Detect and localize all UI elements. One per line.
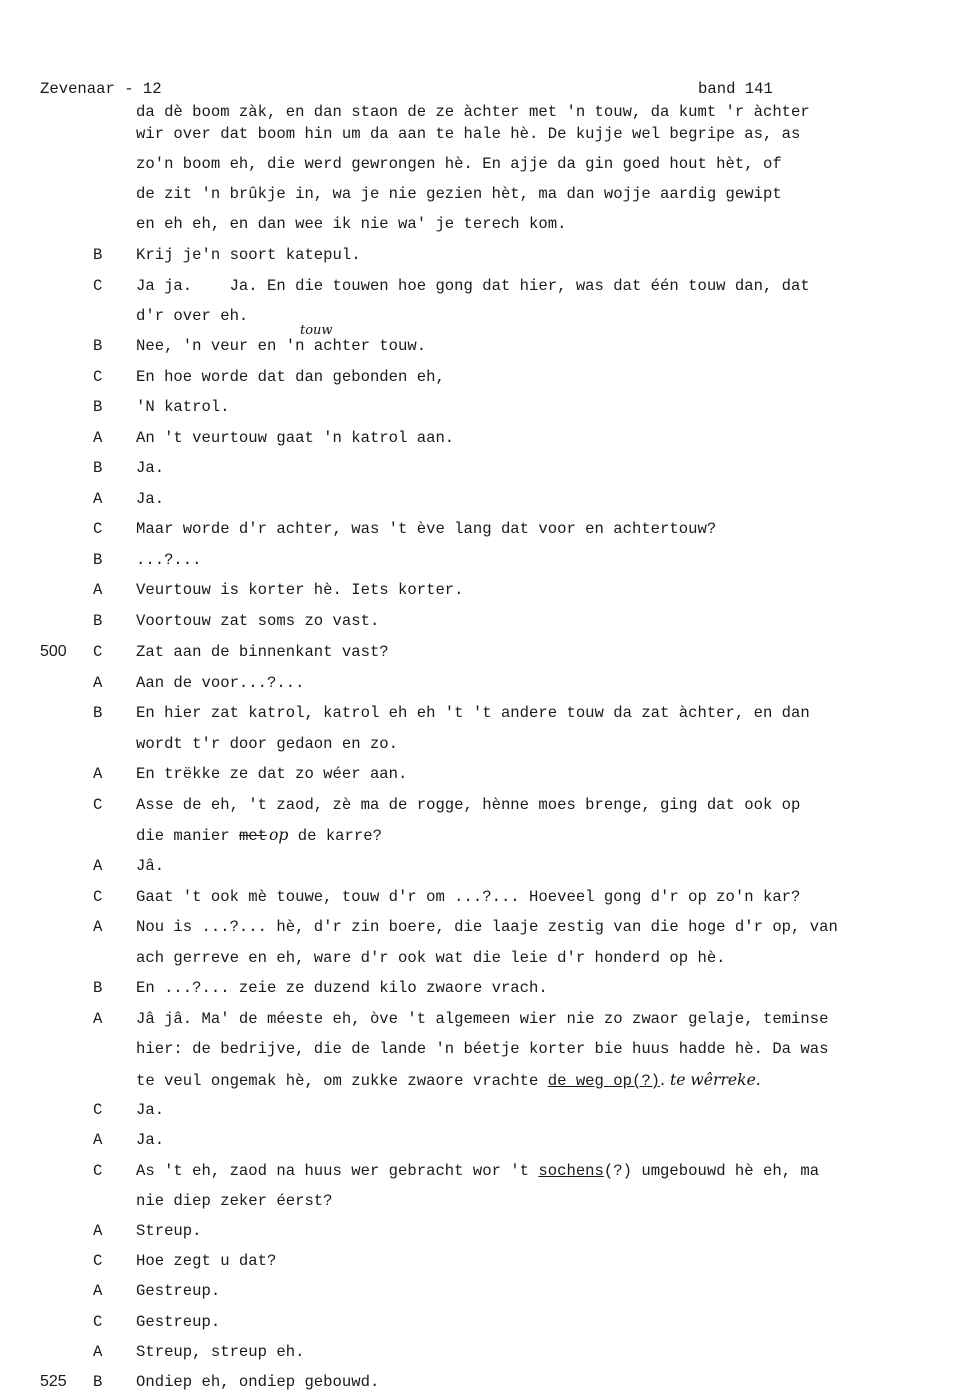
speaker-label: C [93,368,103,386]
utterance-text: Nou is ...?... hè, d'r zin boere, die laaje zestig van die hoge d'r op, van [136,918,838,936]
utterance-text: en eh eh, en dan wee ik nie wa' je terech kom. [136,215,567,233]
transcript-line [0,611,966,631]
speaker-label: B [93,337,103,355]
utterance-text: As 't eh, zaod na huus wer gebracht wor 't sochens(?) umgebouwd hè eh, ma [136,1162,820,1180]
utterance-text: En hoe worde dat dan gebonden eh, [136,368,445,386]
speaker-label: A [93,918,103,936]
transcript-line [0,1039,966,1059]
speaker-label: A [93,429,103,447]
transcript-line [0,1009,966,1029]
utterance-text: Ja. [136,459,165,477]
transcript-line [0,1100,966,1120]
struck-text: de weg op(?) [547,1072,661,1090]
transcript-line [0,184,966,204]
utterance-text: ...?... [136,551,202,569]
speaker-label: C [93,796,103,814]
handwritten-insertion: touw [300,323,333,338]
speaker-label: A [93,581,103,599]
utterance-text: hier: de bedrijve, die de lande 'n béetje korter bie huus hadde hè. Da was [136,1040,829,1058]
header-tape-number: band 141 [698,80,773,98]
utterance-text: Gestreup. [136,1313,221,1331]
utterance-text: Zat aan de binnenkant vast? [136,643,389,661]
transcript-line [0,367,966,387]
transcript-line [0,1070,966,1090]
transcript-line [0,124,966,144]
utterance-text: Streup. [136,1222,202,1240]
utterance-text: Streup, streup eh. [136,1343,305,1361]
utterance-text: En hier zat katrol, katrol eh eh 't 't andere touw da zat àchter, en dan [136,704,810,722]
transcript-line [0,673,966,693]
utterance-text: de zit 'n brûkje in, wa je nie gezien hèt, ma dan wojje aardig gewipt [136,185,782,203]
transcript-line [0,734,966,754]
speaker-label: B [93,246,103,264]
speaker-label: A [93,1131,103,1149]
speaker-label: C [93,888,103,906]
speaker-label: B [93,704,103,722]
speaker-label: B [93,612,103,630]
utterance-text: Asse de eh, 't zaod, zè ma de rogge, hènne moes brenge, ging dat ook op [136,796,801,814]
utterance-text: Maar worde d'r achter, was 't ève lang dat voor en achtertouw? [136,520,717,538]
utterance-text: d'r over eh. [136,307,249,325]
speaker-label: C [93,1252,103,1270]
speaker-label: B [93,1373,103,1391]
utterance-text: Hoe zegt u dat? [136,1252,277,1270]
transcript-line [0,764,966,784]
transcript-line [0,580,966,600]
speaker-label: A [93,765,103,783]
transcript-line [0,519,966,539]
transcript-line [0,1130,966,1150]
speaker-label: C [93,1162,103,1180]
transcript-line [0,1161,966,1181]
utterance-text: Gaat 't ook mè touwe, touw d'r om ...?... Hoeveel gong d'r op zo'n kar? [136,888,801,906]
utterance-text: da dè boom zàk, en dan staon de ze àchter met 'n touw, da kumt 'r àchter [136,103,810,121]
transcript-line [0,214,966,234]
utterance-text: Ondiep eh, ondiep gebouwd. [136,1373,380,1391]
speaker-label: A [93,490,103,508]
speaker-label: A [93,1343,103,1361]
utterance-text: Veurtouw is korter hè. Iets korter. [136,581,464,599]
utterance-text: nie diep zeker éerst? [136,1192,333,1210]
transcript-line [0,276,966,296]
transcript-line [0,397,966,417]
transcript-line [0,948,966,968]
utterance-text: zo'n boom eh, die werd gewrongen hè. En ajje da gin goed hout hèt, of [136,155,782,173]
utterance-text: Ja. [136,1131,165,1149]
transcript-line [0,856,966,876]
transcript-line [0,102,966,122]
transcript-line [0,1342,966,1362]
speaker-label: B [93,398,103,416]
utterance-text: En ...?... zeie ze duzend kilo zwaore vrach. [136,979,548,997]
transcript-line [0,306,966,326]
utterance-text: Voortouw zat soms zo vast. [136,612,380,630]
header-location: Zevenaar - 12 [40,80,162,98]
utterance-text: Gestreup. [136,1282,221,1300]
handwritten-insertion: op [269,826,289,844]
transcript-line [0,1372,966,1392]
speaker-label: B [93,551,103,569]
speaker-label: C [93,1101,103,1119]
utterance-text: ach gerreve en eh, ware d'r ook wat die leie d'r honderd op hè. [136,949,726,967]
utterance-text: die manier met op de karre? [136,826,382,845]
transcript-line [0,1281,966,1301]
transcript-line [0,428,966,448]
utterance-text: Jâ jâ. Ma' de méeste eh, òve 't algemeen wier nie zo zwaor gelaje, teminse [136,1010,829,1028]
transcript-line [0,917,966,937]
transcript-line [0,642,966,662]
transcript-line [0,550,966,570]
speaker-label: C [93,1313,103,1331]
speaker-label: A [93,857,103,875]
utterance-continuation: de karre? [297,827,382,845]
utterance-text: Krij je'n soort katepul. [136,246,361,264]
utterance-text: wir over dat boom hin um da aan te hale hè. De kujje wel begripe as, as [136,125,801,143]
utterance-text: wordt t'r door gedaon en zo. [136,735,399,753]
transcript-line [0,978,966,998]
speaker-label: B [93,459,103,477]
utterance-continuation: (?) umgebouwd hè eh, ma [603,1162,820,1180]
utterance-text: Aan de voor...?... [136,674,305,692]
transcript-line [0,458,966,478]
transcript-line [0,323,966,356]
speaker-label: B [93,979,103,997]
transcript-line [0,154,966,174]
transcript-line [0,795,966,815]
utterance-text: Ja. [136,1101,165,1119]
speaker-label: A [93,1282,103,1300]
utterance-text: Ja ja. Ja. En die touwen hoe gong dat hier, was dat één touw dan, dat [136,277,810,295]
speaker-label: A [93,674,103,692]
utterance-text: En trëkke ze dat zo wéer aan. [136,765,408,783]
transcript-line [0,1312,966,1332]
utterance-text: 'N katrol. [136,398,230,416]
line-number: 500 [40,643,67,660]
transcript-line [0,1191,966,1211]
speaker-label: C [93,643,103,661]
transcript-line [0,1221,966,1241]
transcript-line [0,489,966,509]
utterance-text: Nee, 'n veur en 'n achter touw. [136,337,427,355]
line-number: 525 [40,1373,67,1390]
struck-text: met [238,827,268,845]
transcript-line [0,887,966,907]
utterance-text: Ja. [136,490,165,508]
transcript-line [0,703,966,723]
transcript-line [0,1251,966,1271]
handwritten-insertion: . te wêrreke. [660,1071,761,1089]
utterance-text: Jâ. [136,857,165,875]
speaker-label: C [93,520,103,538]
transcript-line [0,825,966,845]
speaker-label: C [93,277,103,295]
speaker-label: A [93,1222,103,1240]
utterance-text: An 't veurtouw gaat 'n katrol aan. [136,429,455,447]
speaker-label: A [93,1010,103,1028]
utterance-text: te veul ongemak hè, om zukke zwaore vrachte de weg op(?). te wêrreke. [136,1071,761,1090]
underlined-word: sochens [538,1162,604,1180]
transcript-line [0,245,966,265]
